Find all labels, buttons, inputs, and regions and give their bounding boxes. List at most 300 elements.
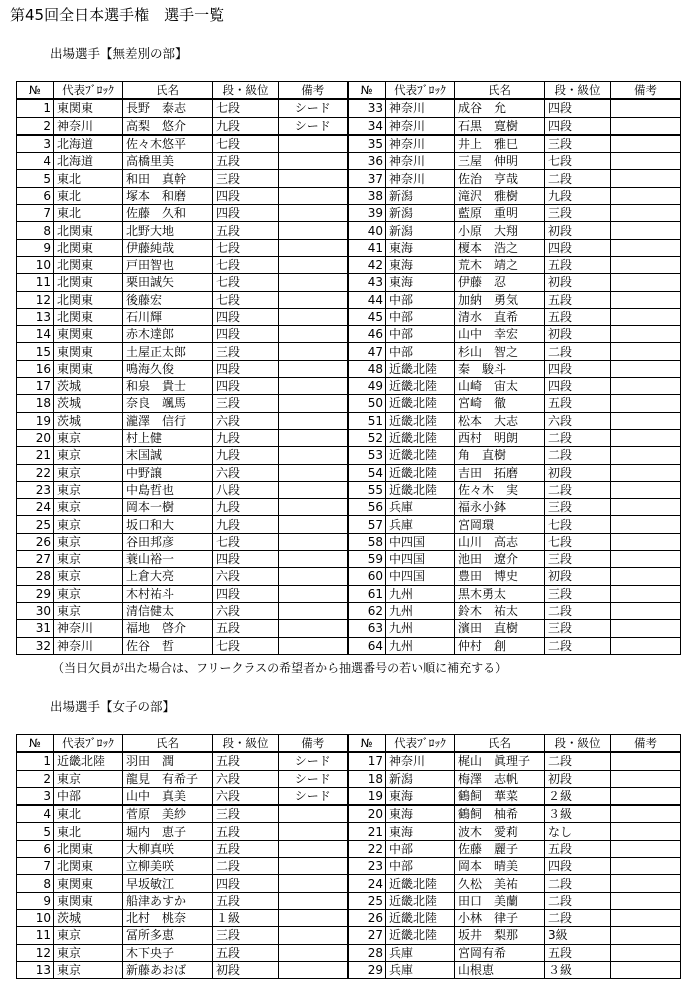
entry-number: 32: [17, 637, 54, 654]
entry-block: 新潟: [386, 205, 455, 222]
entry-note: [611, 412, 681, 429]
entry-name: 坂口和大: [123, 516, 213, 533]
entry-block: 東京: [54, 551, 123, 568]
entry-block: 近畿北陸: [386, 909, 455, 926]
entry-note: [279, 585, 348, 602]
entry-rank: 七段: [213, 274, 279, 291]
page-title: 第45回全日本選手権 選手一覧: [10, 6, 225, 24]
entry-name: 杉山 智之: [455, 343, 545, 360]
entry-number: 16: [17, 360, 54, 377]
entry-note: [611, 927, 681, 944]
entry-number: 8: [17, 222, 54, 239]
entry-name: 山崎 宙太: [455, 378, 545, 395]
entry-note: [611, 481, 681, 498]
entry-block: 茨城: [54, 378, 123, 395]
entry-rank: 七段: [545, 153, 611, 170]
entry-rank: 五段: [545, 256, 611, 273]
table-row: [17, 326, 681, 343]
entry-note: [611, 875, 681, 892]
entry-rank: 四段: [213, 875, 279, 892]
entry-name: 久松 美祐: [455, 875, 545, 892]
table-row: [17, 602, 681, 619]
entry-note: [611, 787, 681, 805]
entry-rank: 五段: [545, 308, 611, 325]
entry-note: シード: [279, 787, 348, 805]
entry-rank: 五段: [213, 823, 279, 840]
entry-rank: 五段: [213, 153, 279, 170]
entry-block: 東海: [386, 274, 455, 291]
table-row: [17, 429, 681, 446]
entry-rank: 九段: [213, 516, 279, 533]
col-header-block: 代表ﾌﾞﾛｯｸ: [386, 82, 455, 100]
entry-note: [279, 222, 348, 239]
entry-rank: 二段: [545, 875, 611, 892]
entry-note: [611, 533, 681, 550]
table-row: [17, 551, 681, 568]
entry-block: 東北: [54, 205, 123, 222]
entry-number: 1: [17, 752, 54, 770]
entry-rank: 七段: [545, 516, 611, 533]
entry-rank: 三段: [545, 135, 611, 153]
entry-rank: 三段: [213, 170, 279, 187]
entry-block: 茨城: [54, 909, 123, 926]
table-row: [17, 499, 681, 516]
entry-name: 瀧澤 信行: [123, 412, 213, 429]
entry-note: [611, 840, 681, 857]
entry-note: [279, 499, 348, 516]
entry-name: 木村祐斗: [123, 585, 213, 602]
entry-name: 藍原 重明: [455, 205, 545, 222]
women-section-heading: 出場選手【女子の部】: [50, 699, 176, 714]
table-row: [17, 481, 681, 498]
entry-block: 中四国: [386, 533, 455, 550]
entry-rank: 三段: [213, 805, 279, 823]
entry-rank: 初段: [545, 568, 611, 585]
table-row: [17, 135, 681, 153]
entry-rank: 四段: [213, 308, 279, 325]
entry-rank: 三段: [213, 343, 279, 360]
entry-note: [611, 205, 681, 222]
entry-number: 9: [17, 892, 54, 909]
entry-note: [279, 256, 348, 273]
entry-block: 東関東: [54, 360, 123, 377]
table-row: [17, 291, 681, 308]
entry-rank: 四段: [213, 378, 279, 395]
entry-name: 蓑山裕一: [123, 551, 213, 568]
entry-note: [279, 239, 348, 256]
col-header-note: 備考: [279, 735, 348, 753]
open-section-footnote: （当日欠員が出た場合は、フリークラスの希望者から抽選番号の若い順に補充する）: [52, 661, 508, 675]
entry-note: [611, 892, 681, 909]
entry-name: 和泉 貴士: [123, 378, 213, 395]
entry-rank: 三段: [545, 585, 611, 602]
entry-number: 2: [17, 117, 54, 135]
entry-rank: 初段: [545, 326, 611, 343]
entry-note: シード: [279, 117, 348, 135]
entry-block: 神奈川: [386, 170, 455, 187]
entry-note: [279, 360, 348, 377]
col-header-rank: 段・級位: [213, 735, 279, 753]
entry-note: [279, 291, 348, 308]
entry-block: 九州: [386, 620, 455, 637]
table-row: [17, 892, 681, 909]
entry-name: 松本 大志: [455, 412, 545, 429]
entry-number: 35: [348, 135, 386, 153]
col-header-rank: 段・級位: [545, 82, 611, 100]
entry-rank: 三段: [213, 927, 279, 944]
entry-block: 近畿北陸: [386, 429, 455, 446]
entry-number: 11: [17, 274, 54, 291]
entry-note: [279, 858, 348, 875]
entry-block: 神奈川: [54, 117, 123, 135]
entry-block: 東京: [54, 568, 123, 585]
entry-rank: 五段: [213, 892, 279, 909]
entry-name: 赤木達郎: [123, 326, 213, 343]
entry-rank: 初段: [545, 770, 611, 787]
table-row: [17, 770, 681, 787]
entry-note: [611, 568, 681, 585]
entry-rank: 六段: [213, 787, 279, 805]
entry-note: シード: [279, 770, 348, 787]
entry-name: 伊藤 忍: [455, 274, 545, 291]
entry-rank: 四段: [213, 360, 279, 377]
entry-name: 鳴海久俊: [123, 360, 213, 377]
entry-note: [611, 239, 681, 256]
entry-note: [611, 378, 681, 395]
entry-name: 早坂敏江: [123, 875, 213, 892]
entry-number: 28: [17, 568, 54, 585]
entry-rank: 四段: [213, 585, 279, 602]
entry-name: 仲村 創: [455, 637, 545, 654]
entry-number: 55: [348, 481, 386, 498]
entry-note: [611, 256, 681, 273]
entry-rank: 二段: [213, 858, 279, 875]
entry-rank: 七段: [213, 99, 279, 117]
entry-block: 北関東: [54, 256, 123, 273]
entry-number: 3: [17, 787, 54, 805]
entry-number: 51: [348, 412, 386, 429]
entry-name: 堀内 恵子: [123, 823, 213, 840]
entry-note: [279, 395, 348, 412]
entry-number: 28: [348, 944, 386, 961]
entry-note: シード: [279, 99, 348, 117]
entry-number: 23: [348, 858, 386, 875]
entry-note: [279, 602, 348, 619]
table-row: [17, 927, 681, 944]
entry-number: 38: [348, 187, 386, 204]
entry-name: 小原 大翔: [455, 222, 545, 239]
entry-name: 高橋里美: [123, 153, 213, 170]
entry-rank: 二段: [545, 429, 611, 446]
entry-name: 塚本 和磨: [123, 187, 213, 204]
col-header-rank: 段・級位: [545, 735, 611, 753]
entry-block: 北関東: [54, 840, 123, 857]
entry-name: 波木 愛莉: [455, 823, 545, 840]
entry-block: 九州: [386, 602, 455, 619]
entry-rank: 九段: [545, 187, 611, 204]
table-row: [17, 378, 681, 395]
entry-name: 榎本 浩之: [455, 239, 545, 256]
entry-block: 北関東: [54, 291, 123, 308]
entry-block: 近畿北陸: [386, 395, 455, 412]
entry-rank: 三段: [545, 620, 611, 637]
entry-name: 山根恵: [455, 961, 545, 978]
entry-rank: 二段: [545, 170, 611, 187]
entry-name: 濱田 直樹: [455, 620, 545, 637]
col-header-no: №: [17, 82, 54, 100]
entry-note: [279, 326, 348, 343]
entry-block: 東京: [54, 927, 123, 944]
entry-number: 18: [17, 395, 54, 412]
entry-number: 5: [17, 823, 54, 840]
entry-block: 中部: [386, 291, 455, 308]
entry-number: 10: [17, 909, 54, 926]
entry-note: [279, 637, 348, 654]
entry-block: 東京: [54, 516, 123, 533]
entry-note: [611, 944, 681, 961]
entry-rank: 二段: [545, 602, 611, 619]
entry-note: [611, 153, 681, 170]
entry-note: [611, 395, 681, 412]
entry-rank: 七段: [213, 239, 279, 256]
entry-rank: 二段: [545, 909, 611, 926]
table-row: [17, 752, 681, 770]
entry-name: 黒木勇太: [455, 585, 545, 602]
entry-rank: 七段: [213, 637, 279, 654]
entry-name: 滝沢 雅樹: [455, 187, 545, 204]
entry-note: [279, 927, 348, 944]
entry-rank: 五段: [213, 840, 279, 857]
entry-block: 東海: [386, 823, 455, 840]
table-row: [17, 787, 681, 805]
table-row: [17, 99, 681, 117]
entry-number: 53: [348, 447, 386, 464]
entry-rank: 四段: [545, 378, 611, 395]
entry-number: 41: [348, 239, 386, 256]
table-row: [17, 360, 681, 377]
entry-number: 13: [17, 308, 54, 325]
entry-number: 25: [17, 516, 54, 533]
entry-number: 20: [17, 429, 54, 446]
entry-block: 東京: [54, 602, 123, 619]
entry-note: [611, 187, 681, 204]
entry-name: 山中 真美: [123, 787, 213, 805]
entry-note: [611, 326, 681, 343]
entry-name: 岡本一樹: [123, 499, 213, 516]
entry-note: [279, 533, 348, 550]
entry-rank: 九段: [213, 117, 279, 135]
entry-number: 48: [348, 360, 386, 377]
entry-note: [611, 770, 681, 787]
entry-number: 7: [17, 858, 54, 875]
entry-rank: 三段: [213, 395, 279, 412]
entry-number: 12: [17, 944, 54, 961]
entry-name: 中野譲: [123, 464, 213, 481]
entry-name: 宮岡環: [455, 516, 545, 533]
entry-number: 54: [348, 464, 386, 481]
entry-number: 15: [17, 343, 54, 360]
entry-note: [611, 135, 681, 153]
entry-rank: 八段: [213, 481, 279, 498]
entry-name: 梅澤 志帆: [455, 770, 545, 787]
entry-number: 24: [17, 499, 54, 516]
entry-block: 新潟: [386, 187, 455, 204]
women-division-table: [16, 734, 681, 979]
entry-block: 神奈川: [54, 620, 123, 637]
entry-name: 池田 遼介: [455, 551, 545, 568]
entry-name: 上倉大亮: [123, 568, 213, 585]
entry-name: 冨所多恵: [123, 927, 213, 944]
entry-number: 29: [348, 961, 386, 978]
entry-note: [611, 170, 681, 187]
entry-block: 東京: [54, 585, 123, 602]
entry-rank: 四段: [213, 205, 279, 222]
table-row: [17, 308, 681, 325]
entry-block: 神奈川: [386, 135, 455, 153]
entry-block: 中部: [386, 858, 455, 875]
table-row: [17, 585, 681, 602]
entry-block: 近畿北陸: [54, 752, 123, 770]
entry-block: 新潟: [386, 770, 455, 787]
entry-note: [611, 360, 681, 377]
table-row: [17, 620, 681, 637]
entry-rank: 二段: [545, 752, 611, 770]
entry-rank: 四段: [213, 326, 279, 343]
entry-note: [279, 170, 348, 187]
entry-number: 40: [348, 222, 386, 239]
entry-block: 近畿北陸: [386, 927, 455, 944]
entry-note: [279, 961, 348, 978]
entry-rank: 初段: [545, 464, 611, 481]
entry-note: [279, 447, 348, 464]
entry-name: 高梨 悠介: [123, 117, 213, 135]
entry-name: 石川輝: [123, 308, 213, 325]
entry-rank: 二段: [545, 481, 611, 498]
entry-number: 7: [17, 205, 54, 222]
entry-name: 中島哲也: [123, 481, 213, 498]
entry-note: [279, 308, 348, 325]
entry-number: 30: [17, 602, 54, 619]
entry-note: [611, 447, 681, 464]
entry-rank: 3級: [545, 927, 611, 944]
entry-rank: 三段: [545, 551, 611, 568]
entry-rank: 六段: [213, 770, 279, 787]
entry-rank: 初段: [213, 961, 279, 978]
entry-block: 近畿北陸: [386, 892, 455, 909]
col-header-name: 氏名: [455, 82, 545, 100]
entry-block: 九州: [386, 585, 455, 602]
entry-rank: 七段: [545, 533, 611, 550]
entry-rank: なし: [545, 823, 611, 840]
table-row: [17, 256, 681, 273]
entry-rank: 四段: [213, 187, 279, 204]
entry-number: 62: [348, 602, 386, 619]
entry-block: 東関東: [54, 99, 123, 117]
entry-rank: 五段: [545, 395, 611, 412]
open-division-table: [16, 81, 681, 655]
table-row: [17, 568, 681, 585]
entry-block: 東北: [54, 170, 123, 187]
entry-number: 4: [17, 805, 54, 823]
entry-rank: 二段: [545, 447, 611, 464]
entry-rank: 四段: [545, 858, 611, 875]
entry-note: [279, 135, 348, 153]
entry-rank: 二段: [545, 343, 611, 360]
table-row: [17, 909, 681, 926]
entry-number: 63: [348, 620, 386, 637]
col-header-block: 代表ﾌﾞﾛｯｸ: [54, 82, 123, 100]
entry-name: 田口 美蘭: [455, 892, 545, 909]
entry-name: 福地 啓介: [123, 620, 213, 637]
entry-block: 新潟: [386, 222, 455, 239]
entry-name: 奈良 颯馬: [123, 395, 213, 412]
table-row: [17, 840, 681, 857]
entry-name: 宮崎 徹: [455, 395, 545, 412]
entry-name: 梶山 眞理子: [455, 752, 545, 770]
entry-number: 43: [348, 274, 386, 291]
entry-note: [279, 187, 348, 204]
entry-note: [611, 961, 681, 978]
entry-number: 26: [348, 909, 386, 926]
entry-name: 菅原 美紗: [123, 805, 213, 823]
entry-block: 兵庫: [386, 499, 455, 516]
entry-block: 東海: [386, 239, 455, 256]
entry-note: [279, 805, 348, 823]
entry-block: 中四国: [386, 551, 455, 568]
entry-number: 23: [17, 481, 54, 498]
entry-number: 22: [17, 464, 54, 481]
table-row: [17, 464, 681, 481]
entry-number: 19: [17, 412, 54, 429]
entry-number: 31: [17, 620, 54, 637]
entry-name: 三屋 伸明: [455, 153, 545, 170]
entry-number: 27: [17, 551, 54, 568]
table-row: [17, 516, 681, 533]
entry-number: 29: [17, 585, 54, 602]
entry-number: 17: [348, 752, 386, 770]
entry-number: 26: [17, 533, 54, 550]
entry-block: 北関東: [54, 239, 123, 256]
entry-number: 52: [348, 429, 386, 446]
entry-note: [279, 551, 348, 568]
entry-block: 茨城: [54, 395, 123, 412]
entry-number: 8: [17, 875, 54, 892]
entry-block: 東京: [54, 429, 123, 446]
entry-name: 戸田智也: [123, 256, 213, 273]
table-row: [17, 637, 681, 654]
entry-number: 4: [17, 153, 54, 170]
entry-number: 25: [348, 892, 386, 909]
entry-note: [611, 752, 681, 770]
table-row: [17, 447, 681, 464]
entry-name: 佐藤 久和: [123, 205, 213, 222]
entry-note: [611, 343, 681, 360]
entry-number: 45: [348, 308, 386, 325]
entry-rank: ２級: [545, 787, 611, 805]
entry-rank: 六段: [213, 602, 279, 619]
entry-block: 北海道: [54, 153, 123, 170]
entry-block: 近畿北陸: [386, 360, 455, 377]
open-section-heading: 出場選手【無差別の部】: [50, 46, 188, 61]
entry-number: 58: [348, 533, 386, 550]
entry-note: [611, 585, 681, 602]
entry-block: 東京: [54, 961, 123, 978]
entry-rank: 五段: [545, 840, 611, 857]
entry-rank: 初段: [545, 222, 611, 239]
entry-rank: 七段: [213, 533, 279, 550]
entry-note: [279, 840, 348, 857]
entry-note: [279, 516, 348, 533]
